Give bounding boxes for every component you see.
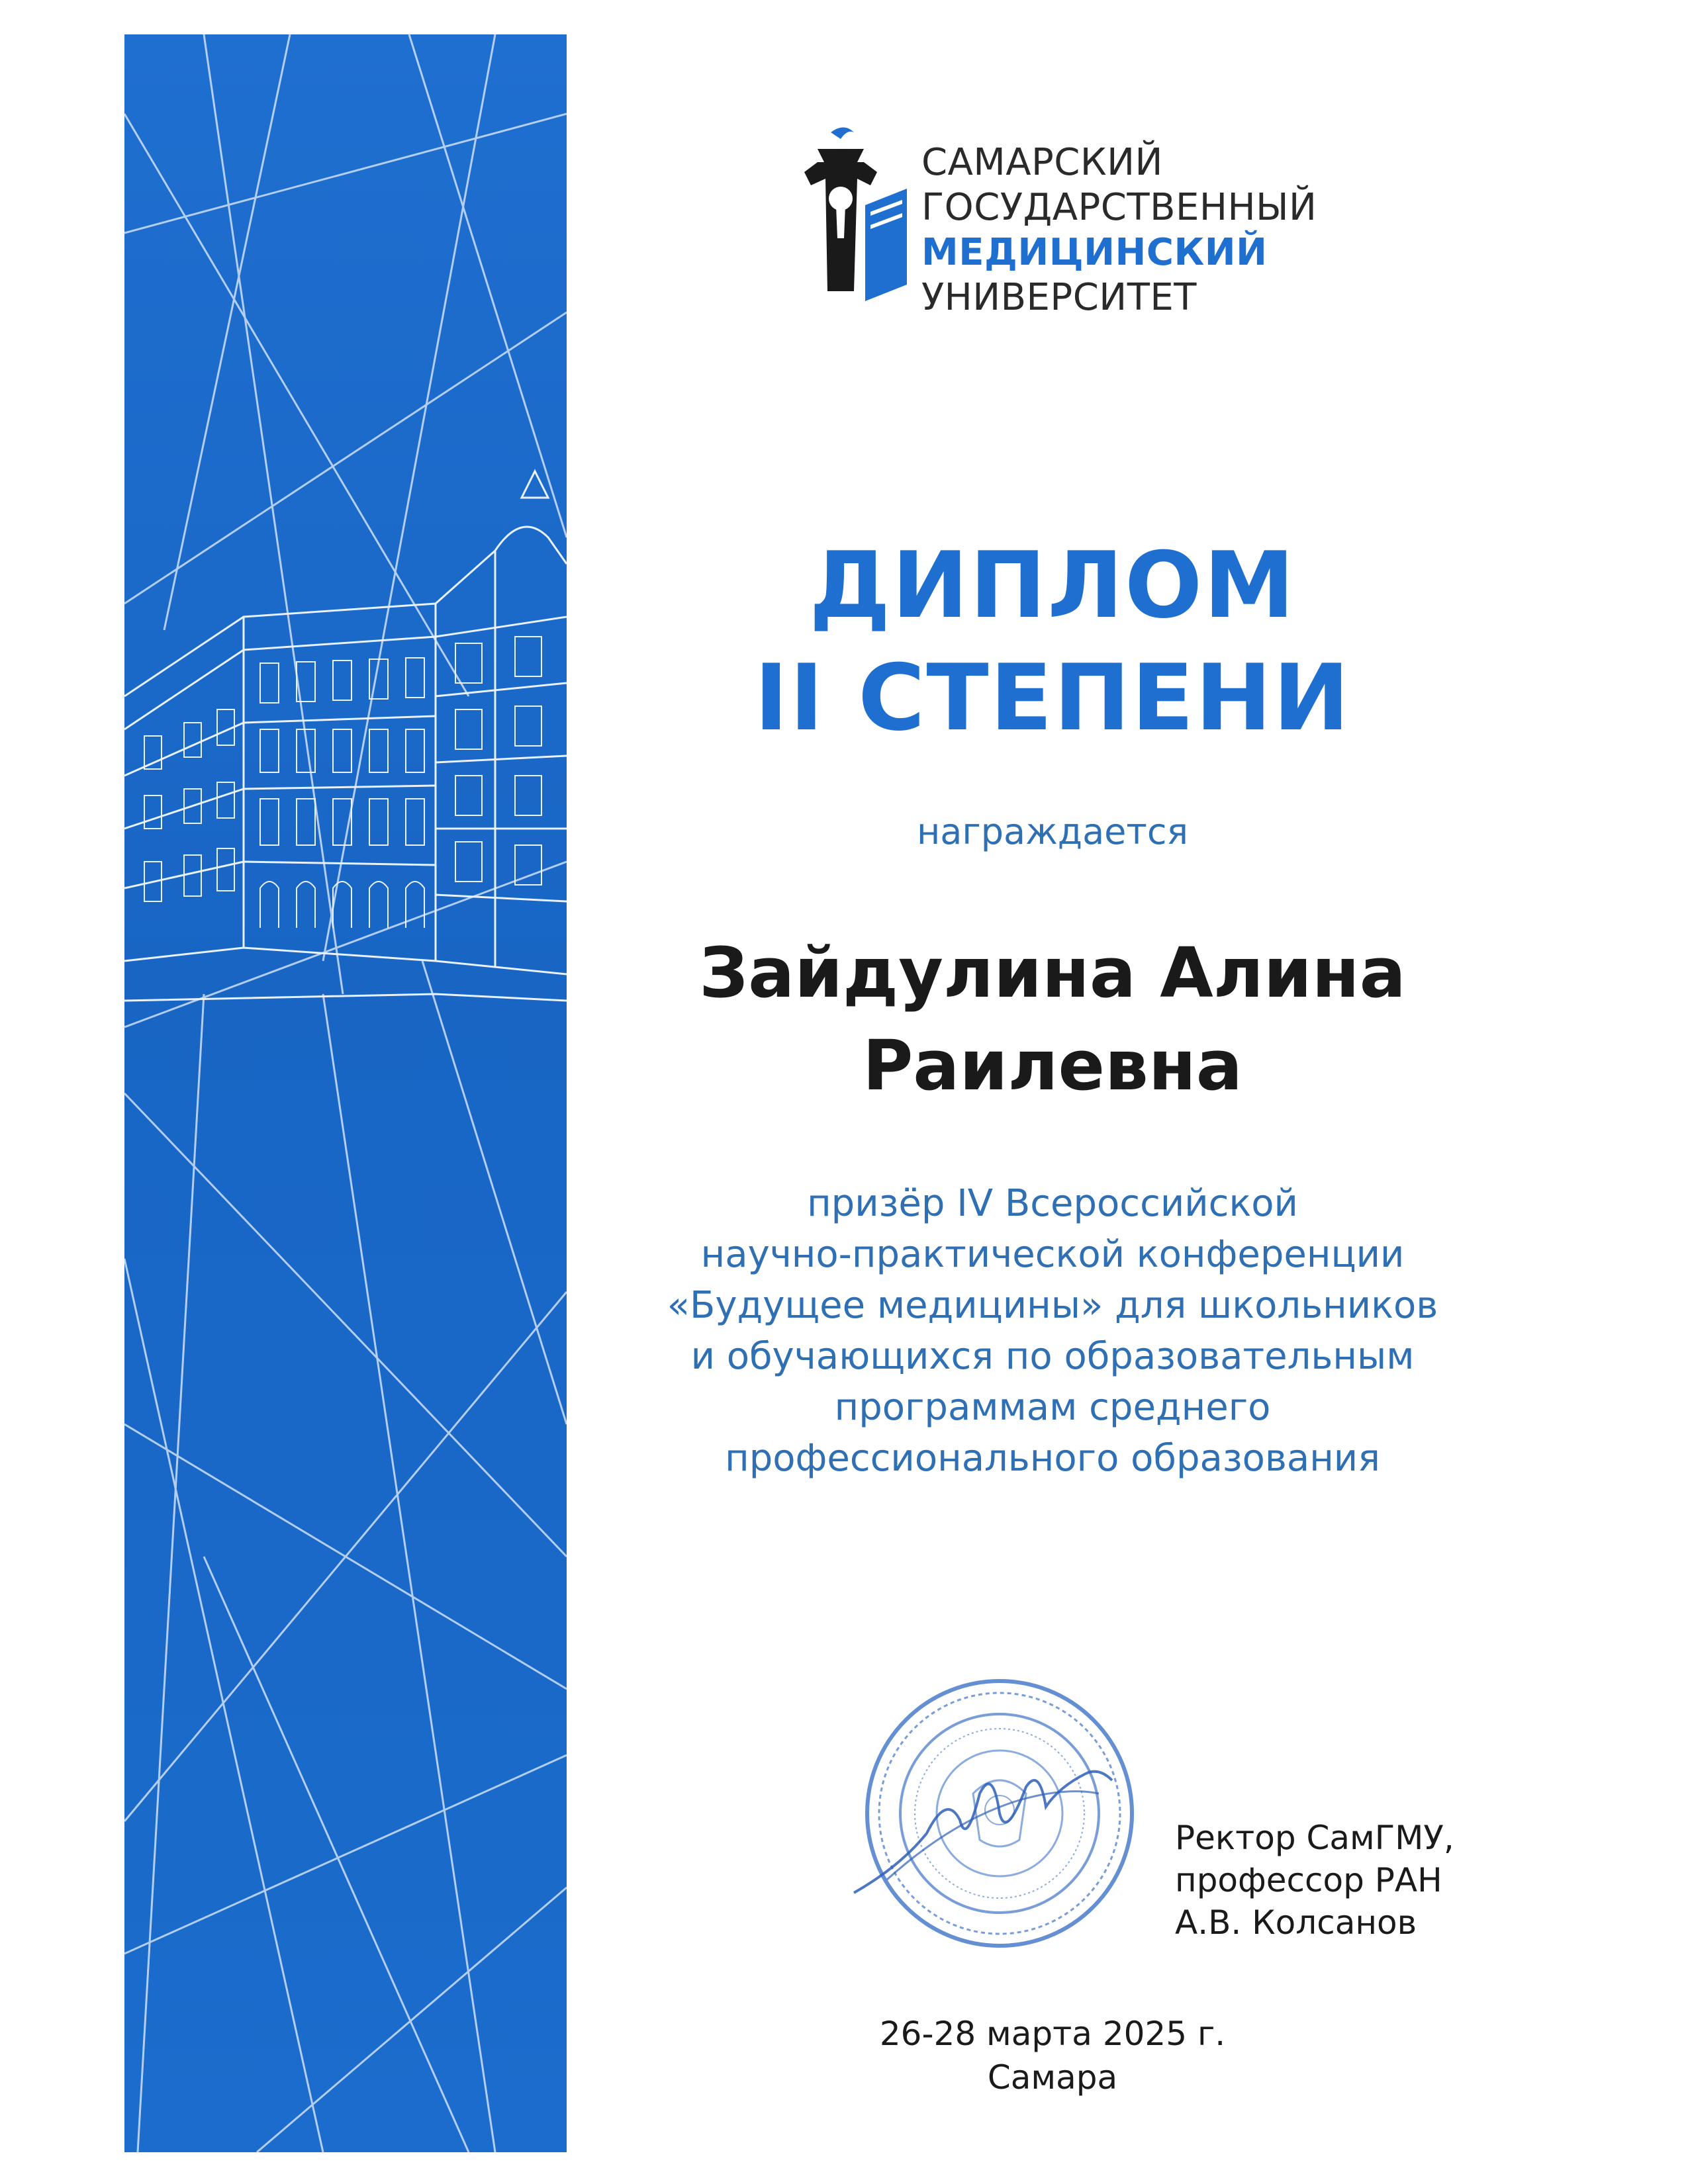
diploma-title <box>583 529 1523 754</box>
signatory-position: Ректор СамГМУ, <box>1175 1819 1454 1857</box>
university-name-line-4: УНИВЕРСИТЕТ <box>921 276 1197 319</box>
description-line: «Будущее медицины» для школьников <box>667 1284 1438 1327</box>
university-logo <box>791 126 910 318</box>
description-line: научно-практической конференции <box>700 1233 1405 1276</box>
description-line: и обучающихся по образовательным <box>690 1335 1415 1378</box>
event-dates: 26-28 марта 2025 г. <box>879 2015 1226 2053</box>
university-name-line-1: САМАРСКИЙ <box>921 141 1163 184</box>
official-seal <box>861 1674 1139 1952</box>
signatory-title: профессор РАН <box>1175 1861 1442 1899</box>
award-description <box>583 1178 1523 1484</box>
university-name-line-3: МЕДИЦИНСКИЙ <box>921 231 1268 274</box>
university-name <box>921 140 1352 320</box>
university-name-line-2: ГОСУДАРСТВЕННЫЙ <box>921 186 1317 229</box>
awarded-label: награждается <box>916 811 1189 852</box>
description-line: призёр IV Всероссийской <box>807 1182 1298 1225</box>
event-footer <box>669 2012 1436 2099</box>
recipient-name <box>583 927 1523 1112</box>
signatory-name: А.В. Колсанов <box>1175 1903 1417 1942</box>
description-line: программам среднего <box>834 1386 1271 1429</box>
building-line-art-icon <box>124 34 567 2152</box>
description-line: профессионального образования <box>725 1437 1380 1480</box>
event-city: Самара <box>987 2058 1118 2097</box>
recipient-name-line-2: Раилевна <box>863 1025 1243 1106</box>
torch-bearer-icon <box>791 126 910 318</box>
decorative-side-panel <box>124 34 567 2152</box>
recipient-name-line-1: Зайдулина Алина <box>699 933 1406 1013</box>
diploma-title-line-2: II СТЕПЕНИ <box>754 645 1351 751</box>
signature-icon <box>847 1714 1125 1913</box>
signatory-block <box>1175 1817 1546 1944</box>
diploma-title-line-1: ДИПЛОМ <box>809 532 1296 639</box>
